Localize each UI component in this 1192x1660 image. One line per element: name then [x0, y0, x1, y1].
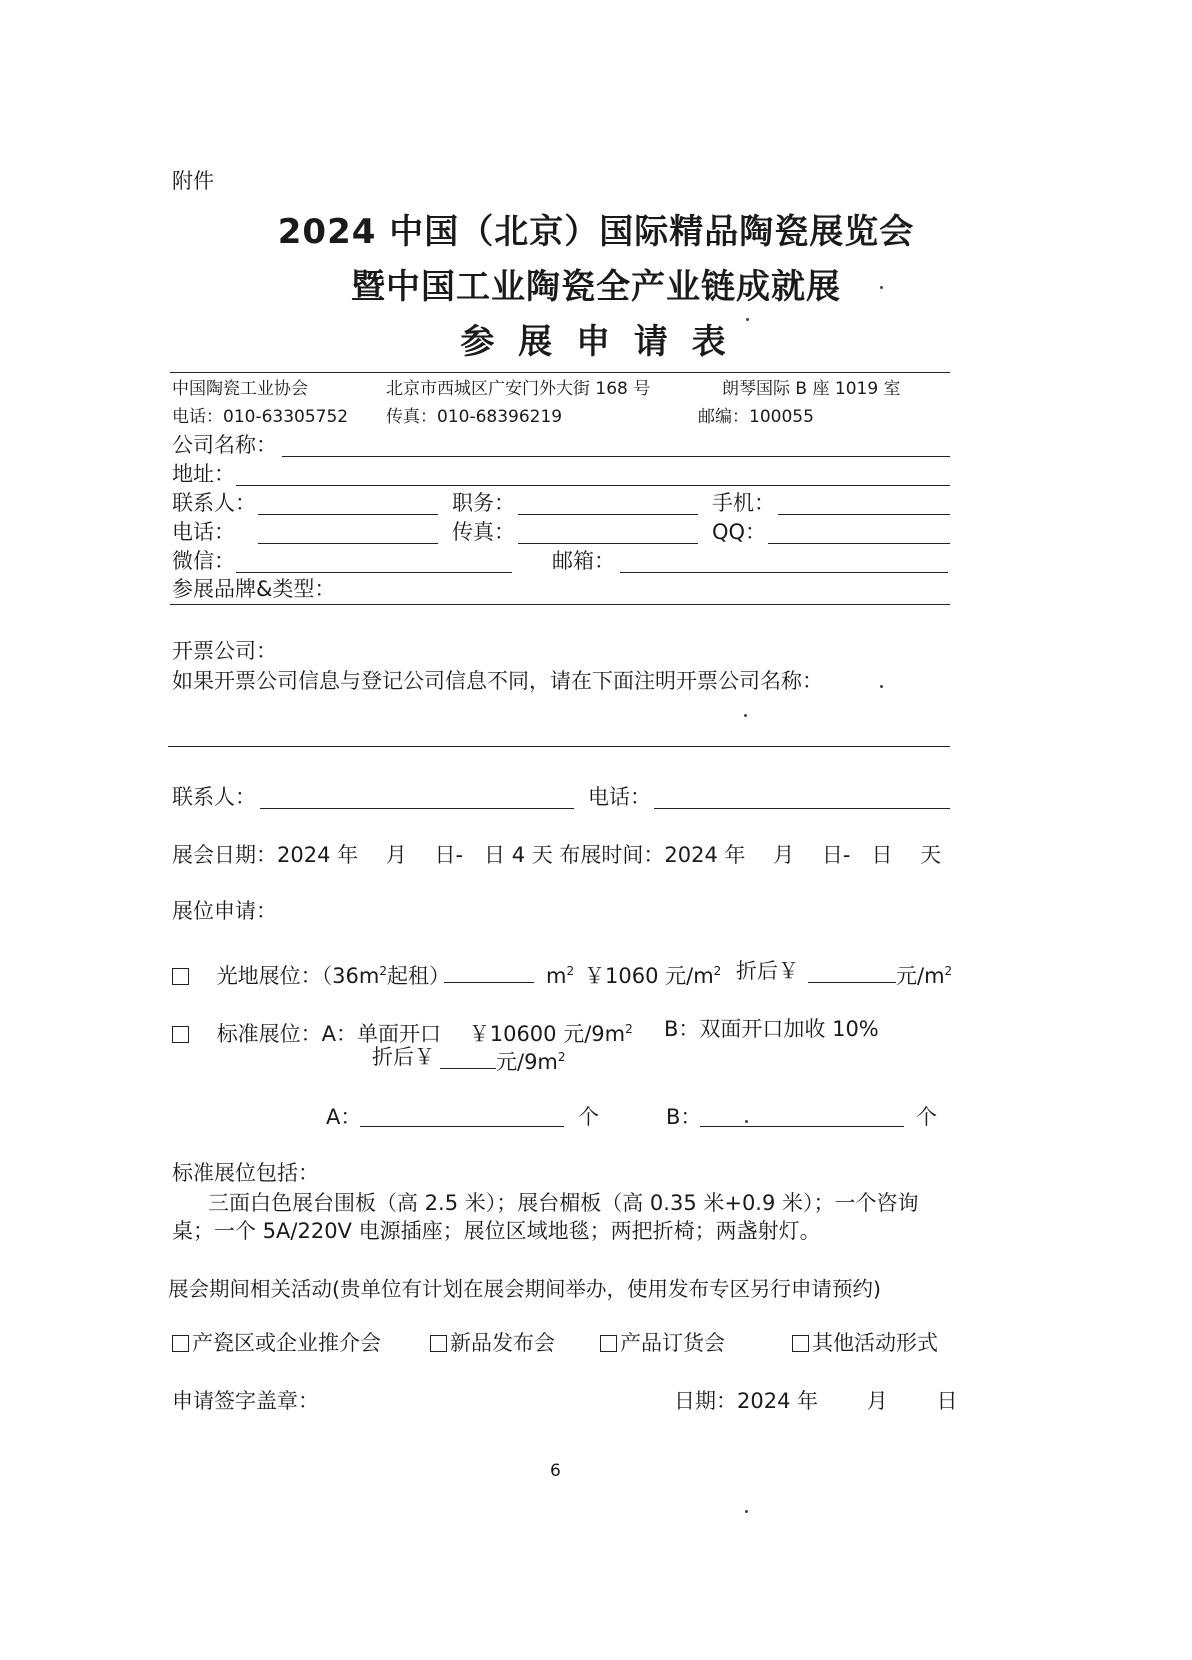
scan-speck — [746, 318, 749, 321]
raw-space-checkbox[interactable] — [172, 968, 189, 985]
organizer-phone: 电话：010-63305752 — [172, 407, 349, 427]
activity-option-3[interactable]: 产品订货会 — [600, 1330, 725, 1356]
organizer-fax: 传真：010-68396219 — [386, 407, 563, 427]
title-line-2: 暨中国工业陶瓷全产业链成就展 — [351, 267, 841, 307]
invoice-company-field[interactable] — [168, 746, 950, 747]
standard-discount-label: 折后￥ — [372, 1045, 435, 1069]
raw-space-discount-unit: 元$/m^2$ — [896, 964, 953, 988]
standard-includes-line-1: 三面白色展台围板（高 2.5 米）；展台楣板（高 0.35 米+0.9 米）；一个咨询 — [208, 1191, 919, 1215]
scan-speck — [880, 286, 883, 289]
address-field[interactable] — [236, 485, 950, 486]
brand-type-field[interactable] — [170, 604, 950, 605]
phone-label: 电话： — [172, 520, 235, 544]
booth-b-unit: 个 — [916, 1105, 937, 1129]
standard-includes-line-2: 桌；一个 5A/220V 电源插座；展位区域地毯；两把折椅；两盏射灯。 — [172, 1219, 821, 1243]
checkbox-icon[interactable] — [600, 1335, 617, 1352]
activities-heading: 展会期间相关活动(贵单位有计划在展会期间举办，使用发布专区另行申请预约) — [168, 1277, 881, 1301]
booth-a-label: A： — [326, 1105, 362, 1129]
raw-space-price: ￥1060 元$/m^2$ — [584, 964, 722, 988]
raw-space-label-2: 起租） — [387, 964, 451, 988]
booth-heading: 展位申请： — [172, 899, 277, 923]
scan-speck — [745, 1120, 748, 1123]
checkbox-icon[interactable] — [792, 1335, 809, 1352]
booth-b-field[interactable] — [700, 1126, 904, 1127]
scan-speck — [745, 1510, 748, 1513]
qq-label: QQ： — [712, 520, 767, 544]
invoice-contact-label: 联系人： — [172, 785, 256, 809]
standard-booth-row: 标准展位：A：单面开口 ￥10600 元$/9m^2$ — [172, 1016, 633, 1047]
standard-booth-label: 标准展位：A：单面开口 ￥10600 元/9m — [216, 1022, 626, 1046]
qq-field[interactable] — [768, 543, 950, 544]
raw-space-discount-label: 折后￥ — [736, 959, 799, 983]
raw-space-area-field[interactable] — [444, 982, 534, 983]
scan-speck — [880, 685, 883, 688]
contact-label: 联系人： — [172, 491, 256, 515]
wechat-field[interactable] — [236, 572, 512, 573]
booth-a-unit: 个 — [578, 1105, 599, 1129]
booth-a-field[interactable] — [360, 1126, 564, 1127]
signature-date: 日期：2024 年 月 日 — [674, 1389, 958, 1413]
invoice-label: 开票公司： — [172, 639, 277, 663]
exhibition-dates: 展会日期：2024 年 月 日- 日 4 天 布展时间：2024 年 月 日- 日 天 — [172, 843, 942, 867]
standard-includes-heading: 标准展位包括： — [172, 1161, 319, 1185]
position-label: 职务： — [452, 491, 515, 515]
wechat-label: 微信： — [172, 549, 235, 573]
signature-label: 申请签字盖章： — [172, 1389, 319, 1413]
header-rule — [170, 372, 950, 373]
invoice-note: 如果开票公司信息与登记公司信息不同，请在下面注明开票公司名称： — [172, 669, 823, 693]
raw-space-row: 光地展位：（$36m^2$起租） — [172, 958, 450, 989]
email-field[interactable] — [620, 572, 948, 573]
mobile-label: 手机： — [712, 491, 775, 515]
raw-space-discount-field[interactable] — [808, 982, 896, 983]
position-field[interactable] — [518, 514, 698, 515]
fax-label: 传真： — [452, 520, 515, 544]
company-name-label: 公司名称： — [172, 433, 277, 457]
invoice-phone-field[interactable] — [654, 808, 950, 809]
standard-discount-unit: 元$/9m^2$ — [496, 1050, 566, 1074]
title-line-3: 参 展 申 请 表 — [460, 322, 732, 362]
attachment-label: 附件 — [172, 169, 214, 193]
company-name-field[interactable] — [282, 456, 950, 457]
mobile-field[interactable] — [778, 514, 950, 515]
checkbox-icon[interactable] — [172, 1335, 189, 1352]
invoice-phone-label: 电话： — [588, 785, 651, 809]
organizer-postcode: 邮编：100055 — [698, 407, 814, 427]
organizer-building: 朗琴国际 B 座 1019 室 — [722, 379, 901, 399]
fax-field[interactable] — [518, 543, 698, 544]
standard-booth-checkbox[interactable] — [172, 1026, 189, 1043]
activity-option-4[interactable]: 其他活动形式 — [792, 1330, 938, 1356]
page-number: 6 — [550, 1461, 561, 1481]
organizer-address: 北京市西城区广安门外大街 168 号 — [386, 379, 651, 399]
phone-field[interactable] — [258, 543, 438, 544]
brand-type-label: 参展品牌&类型： — [172, 577, 336, 601]
activity-option-1[interactable]: 产瓷区或企业推介会 — [172, 1330, 381, 1356]
scan-speck — [744, 714, 747, 717]
email-label: 邮箱： — [552, 549, 615, 573]
title-line-1: 2024 中国（北京）国际精品陶瓷展览会 — [277, 212, 915, 252]
activity-option-2[interactable]: 新品发布会 — [430, 1330, 555, 1356]
organizer-name: 中国陶瓷工业协会 — [172, 379, 308, 399]
contact-field[interactable] — [258, 514, 438, 515]
raw-space-label: 光地展位：（36m — [216, 964, 380, 988]
booth-b-label: B： — [666, 1105, 702, 1129]
address-label: 地址： — [172, 462, 235, 486]
invoice-contact-field[interactable] — [260, 808, 574, 809]
raw-space-unit: $m^2$ — [546, 964, 575, 988]
checkbox-icon[interactable] — [430, 1335, 447, 1352]
standard-booth-b: B：双面开口加收 10% — [664, 1017, 879, 1041]
standard-discount-field[interactable] — [440, 1068, 496, 1069]
